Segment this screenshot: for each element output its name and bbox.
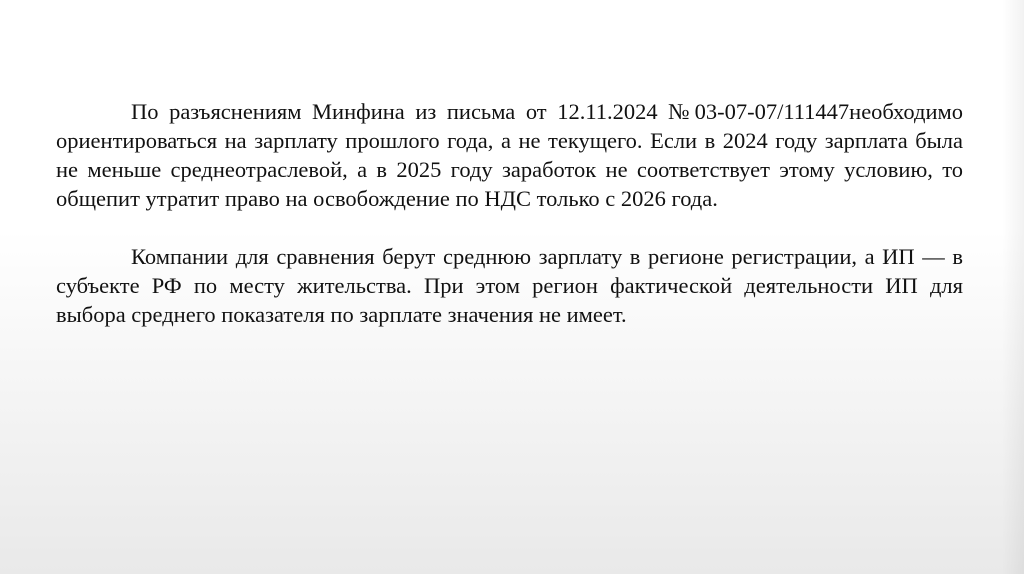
- paragraph-minfin-clarification: По разъяснениям Минфина из письма от 12.11.2024 №03-07-07/111447необходимо ориентироваться на зарплату прошлого года, а не текущего. Если в 2024 году зарплата была не меньше среднеотраслевой, а в 2025 году заработок не соответствует этому условию, то общепит утратит право на освобождение по НДС только с 2026 года.: [56, 99, 963, 211]
- paragraph-regional-salary: Компании для сравнения берут среднюю зарплату в регионе регистрации, а ИП — в субъекте РФ по месту жительства. При этом регион фактической деятельности ИП для выбора среднего показателя по зарплате значения не имеет.: [56, 244, 963, 327]
- slide-body: [56, 97, 963, 329]
- slide-edge-shadow: [1002, 0, 1024, 574]
